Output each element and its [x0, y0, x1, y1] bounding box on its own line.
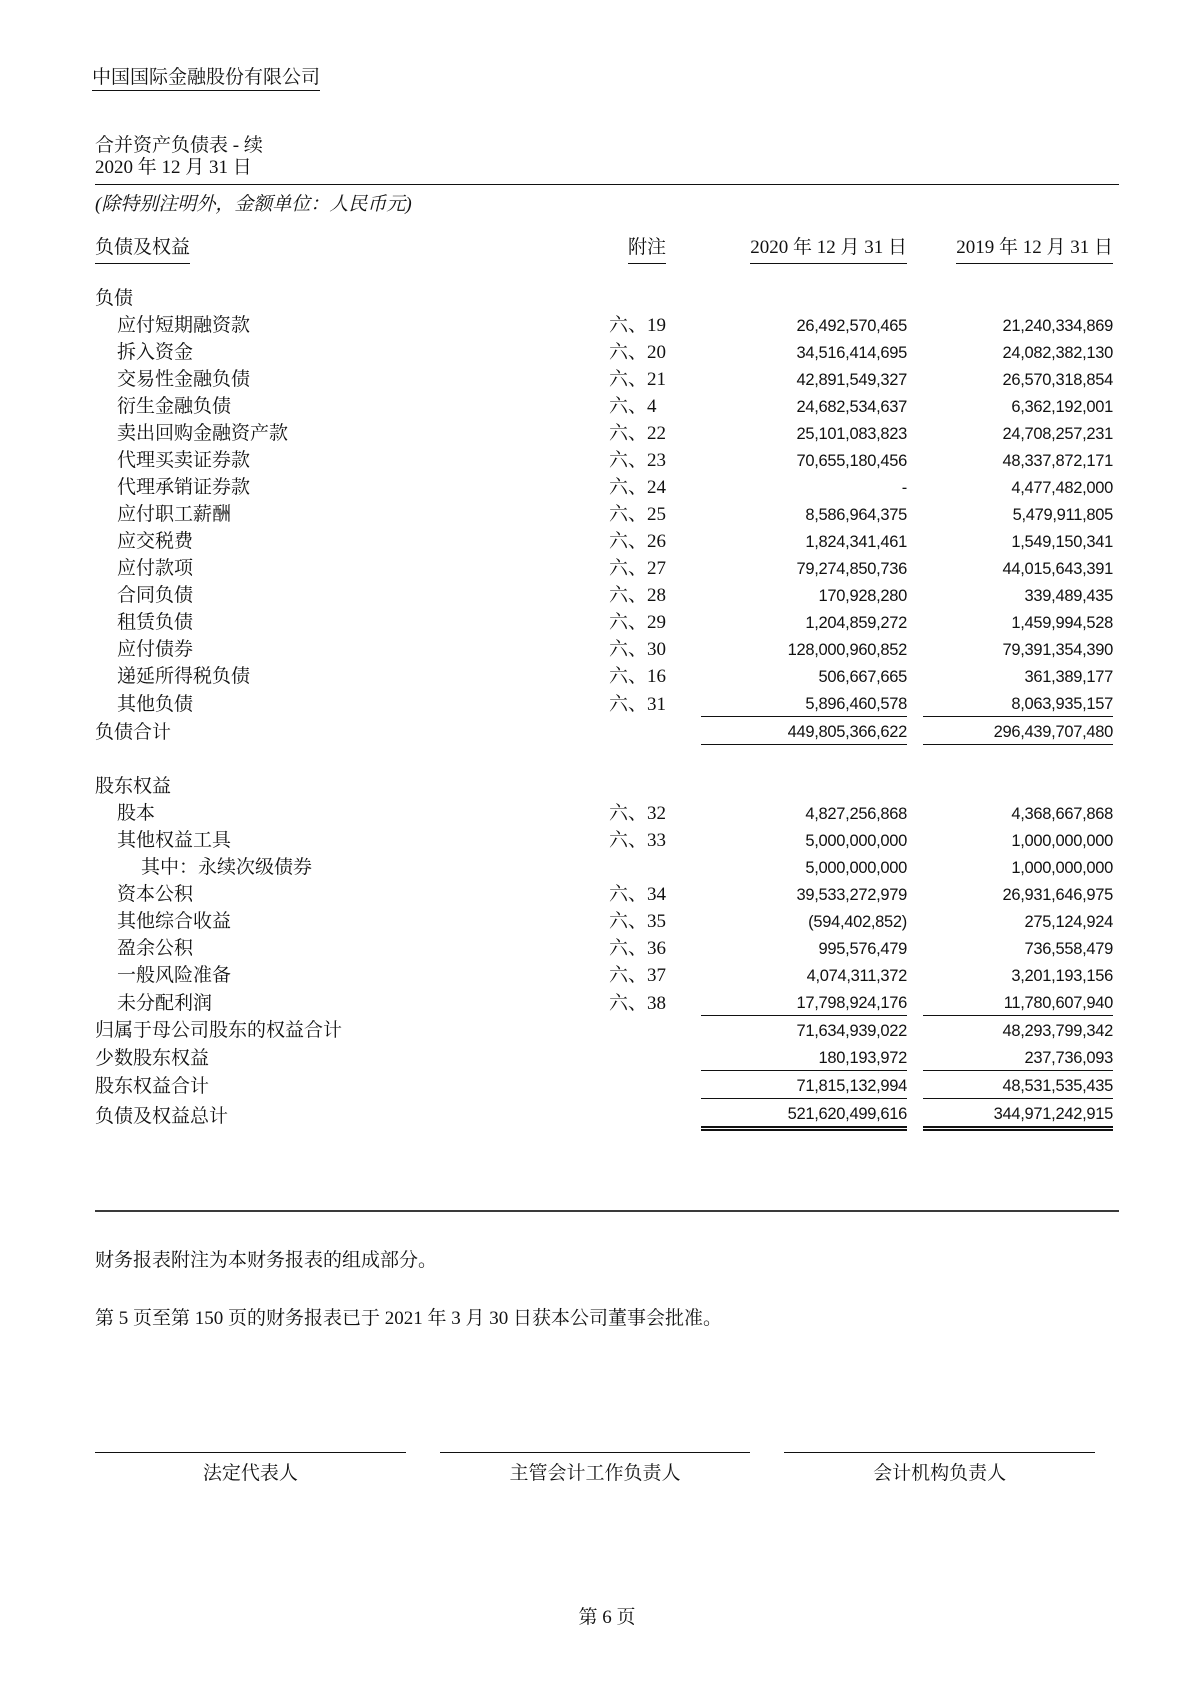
row-value-2019: 237,736,093 [1024, 1049, 1113, 1067]
row-note: 六、29 [609, 612, 667, 633]
row-value-2019: 6,362,192,001 [1011, 398, 1113, 416]
section-row-equity [95, 772, 1113, 799]
company-name [92, 62, 320, 89]
row-value-2020: 1,824,341,461 [805, 533, 907, 551]
row-value-2020: 4,074,311,372 [806, 967, 907, 985]
row-label: 盈余公积 [117, 938, 194, 959]
row-note: 六、20 [609, 342, 667, 363]
row-note: 六、38 [609, 992, 667, 1014]
row-value-2020: 79,274,850,736 [796, 560, 907, 578]
row-value-2019: 361,389,177 [1024, 668, 1113, 686]
table-row [95, 500, 1113, 527]
row-note: 六、31 [609, 693, 667, 715]
row-note: 六、32 [609, 803, 667, 824]
row-label: 负债及权益总计 [95, 1105, 229, 1127]
row-label: 递延所得税负债 [117, 666, 251, 687]
row-label: 应付款项 [117, 558, 194, 579]
row-value-2019: 21,240,334,869 [1002, 317, 1113, 335]
section-label: 负债 [95, 288, 134, 309]
row-value-2020: 71,634,939,022 [701, 1016, 907, 1044]
row-label: 卖出回购金融资产款 [117, 423, 289, 444]
row-label: 其中：永续次级债券 [141, 857, 313, 878]
row-value-2020: 39,533,272,979 [796, 886, 907, 904]
table-row [95, 988, 1113, 1016]
table-row [95, 961, 1113, 988]
row-value-2019: 24,082,382,130 [1002, 344, 1113, 362]
row-value-2019: 1,459,994,528 [1011, 614, 1113, 632]
table-row [95, 473, 1113, 500]
total-row-equity [95, 1071, 1113, 1099]
balance-sheet-table [95, 232, 1113, 1131]
table-row [95, 527, 1113, 554]
row-value-2019: 48,337,872,171 [1002, 452, 1113, 470]
row-value-2020: 5,896,460,578 [805, 695, 907, 713]
row-label: 少数股东权益 [95, 1047, 210, 1069]
col-header-item: 负债及权益 [95, 232, 593, 264]
row-note: 六、16 [609, 666, 667, 687]
total-row-parent-equity [95, 1016, 1113, 1044]
section-label: 股东权益 [95, 776, 172, 797]
signature-chief-accounting-officer: 主管会计工作负责人 [440, 1452, 751, 1485]
row-value-2020: - [901, 479, 907, 497]
table-row [95, 826, 1113, 853]
row-label: 其他综合收益 [117, 911, 232, 932]
section-spacer-row [95, 745, 1113, 773]
row-note: 六、25 [609, 504, 667, 525]
row-value-2019: 4,477,482,000 [1011, 479, 1113, 497]
row-note: 六、27 [609, 558, 667, 579]
row-note: 六、37 [609, 965, 667, 986]
section-row-liabilities [95, 284, 1113, 311]
row-note: 六、34 [609, 884, 667, 905]
table-row [95, 689, 1113, 717]
row-value-2019: 48,293,799,342 [923, 1016, 1113, 1044]
row-value-2019: 26,931,646,975 [1002, 886, 1113, 904]
row-value-2019: 339,489,435 [1024, 587, 1113, 605]
row-note: 六、4 [609, 396, 657, 417]
row-value-2019: 8,063,935,157 [1011, 695, 1113, 713]
row-label: 归属于母公司股东的权益合计 [95, 1020, 343, 1041]
company-name-text: 中国国际金融股份有限公司 [92, 67, 320, 91]
row-value-2020: 34,516,414,695 [796, 344, 907, 362]
row-label: 衍生金融负债 [117, 396, 232, 417]
row-note: 六、35 [609, 911, 667, 932]
row-note: 六、28 [609, 585, 667, 606]
table-row [95, 662, 1113, 689]
row-value-2019: 24,708,257,231 [1002, 425, 1113, 443]
row-note: 六、22 [609, 423, 667, 444]
row-value-2019: 3,201,193,156 [1011, 967, 1113, 985]
row-value-2019: 4,368,667,868 [1011, 805, 1113, 823]
row-label: 代理承销证券款 [117, 477, 251, 498]
table-row [95, 365, 1113, 392]
row-value-2020: 506,667,665 [818, 668, 907, 686]
row-label: 应付债券 [117, 639, 194, 660]
col-header-2019: 2019 年 12 月 31 日 [923, 232, 1113, 264]
signature-legal-representative: 法定代表人 [95, 1452, 406, 1485]
table-row [95, 311, 1113, 338]
row-note: 六、24 [609, 477, 667, 498]
row-value-2019: 11,780,607,940 [1003, 994, 1113, 1012]
col-header-2020: 2020 年 12 月 31 日 [701, 232, 907, 264]
row-value-2020: 128,000,960,852 [787, 641, 907, 659]
row-value-2020: 180,193,972 [818, 1049, 907, 1067]
row-label: 应交税费 [117, 531, 194, 552]
table-row [95, 799, 1113, 826]
total-row-minority-interest [95, 1043, 1113, 1071]
table-header-row [95, 232, 1113, 264]
row-label: 交易性金融负债 [117, 369, 251, 390]
row-value-2019: 275,124,924 [1024, 913, 1113, 931]
row-value-2019: 79,391,354,390 [1002, 641, 1113, 659]
signature-block [95, 1452, 1095, 1485]
row-label: 资本公积 [117, 884, 194, 905]
row-label: 其他负债 [117, 693, 194, 715]
table-row [95, 446, 1113, 473]
row-label: 负债合计 [95, 721, 172, 743]
row-note: 六、19 [609, 315, 667, 336]
currency-unit-note: (除特别注明外，金额单位：人民币元) [95, 194, 412, 215]
table-row [95, 635, 1113, 662]
row-note: 六、21 [609, 369, 667, 390]
horizontal-rule [95, 1210, 1119, 1212]
row-value-2020: (594,402,852) [808, 913, 907, 931]
row-value-2019: 26,570,318,854 [1002, 371, 1113, 389]
header-spacer-row [95, 264, 1113, 284]
table-row [95, 554, 1113, 581]
row-value-2020: 170,928,280 [818, 587, 907, 605]
col-header-note: 附注 [593, 232, 701, 264]
table-row [95, 419, 1113, 446]
row-value-2020: 449,805,366,622 [701, 717, 907, 745]
row-value-2020: 5,000,000,000 [805, 859, 907, 877]
row-label: 股东权益合计 [95, 1075, 210, 1097]
row-value-2019: 48,531,535,435 [923, 1071, 1113, 1099]
table-row [95, 880, 1113, 907]
row-label: 租赁负债 [117, 612, 194, 633]
row-label: 股本 [117, 803, 156, 824]
row-value-2019: 5,479,911,805 [1012, 506, 1113, 524]
row-note: 六、30 [609, 639, 667, 660]
row-value-2020: 26,492,570,465 [796, 317, 907, 335]
table-row [95, 853, 1113, 880]
row-label: 应付职工薪酬 [117, 504, 232, 525]
row-value-2019: 1,549,150,341 [1011, 533, 1113, 551]
row-value-2020: 17,798,924,176 [796, 994, 907, 1012]
total-row-liabilities [95, 717, 1113, 745]
table-row [95, 392, 1113, 419]
row-value-2020: 5,000,000,000 [805, 832, 907, 850]
row-value-2019: 1,000,000,000 [1011, 859, 1113, 877]
row-value-2020: 25,101,083,823 [796, 425, 907, 443]
row-value-2019: 344,971,242,915 [923, 1099, 1113, 1129]
signature-head-of-accounting-department: 会计机构负责人 [784, 1452, 1095, 1485]
row-note: 六、36 [609, 938, 667, 959]
row-label: 合同负债 [117, 585, 194, 606]
row-value-2020: 521,620,499,616 [701, 1099, 907, 1129]
row-value-2020: 70,655,180,456 [796, 452, 907, 470]
row-note: 六、26 [609, 531, 667, 552]
row-label: 代理买卖证券款 [117, 450, 251, 471]
row-label: 其他权益工具 [117, 830, 232, 851]
row-label: 一般风险准备 [117, 965, 232, 986]
statement-title: 合并资产负债表 - 续 [95, 135, 263, 156]
row-value-2020: 1,204,859,272 [805, 614, 907, 632]
row-value-2019: 1,000,000,000 [1011, 832, 1113, 850]
table-row [95, 338, 1113, 365]
row-value-2019: 44,015,643,391 [1002, 560, 1113, 578]
page-number: 第 6 页 [578, 1607, 636, 1628]
table-row [95, 608, 1113, 635]
row-note: 六、23 [609, 450, 667, 471]
row-value-2020: 24,682,534,637 [796, 398, 907, 416]
row-value-2020: 995,576,479 [818, 940, 907, 958]
row-value-2019: 736,558,479 [1024, 940, 1113, 958]
footer-note-components: 财务报表附注为本财务报表的组成部分。 [95, 1250, 438, 1271]
footer-note-approval: 第 5 页至第 150 页的财务报表已于 2021 年 3 月 30 日获本公司董事会批准。 [95, 1308, 723, 1329]
row-label: 拆入资金 [117, 342, 194, 363]
row-label: 未分配利润 [117, 992, 213, 1014]
table-row [95, 907, 1113, 934]
row-value-2020: 71,815,132,994 [701, 1071, 907, 1099]
table-row [95, 934, 1113, 961]
row-note: 六、33 [609, 830, 667, 851]
row-value-2020: 8,586,964,375 [805, 506, 907, 524]
statement-date: 2020 年 12 月 31 日 [95, 152, 1119, 185]
row-value-2020: 42,891,549,327 [796, 371, 907, 389]
table-row [95, 581, 1113, 608]
row-label: 应付短期融资款 [117, 315, 251, 336]
row-value-2019: 296,439,707,480 [923, 717, 1113, 745]
total-row-liabilities-and-equity [95, 1099, 1113, 1129]
row-value-2020: 4,827,256,868 [805, 805, 907, 823]
